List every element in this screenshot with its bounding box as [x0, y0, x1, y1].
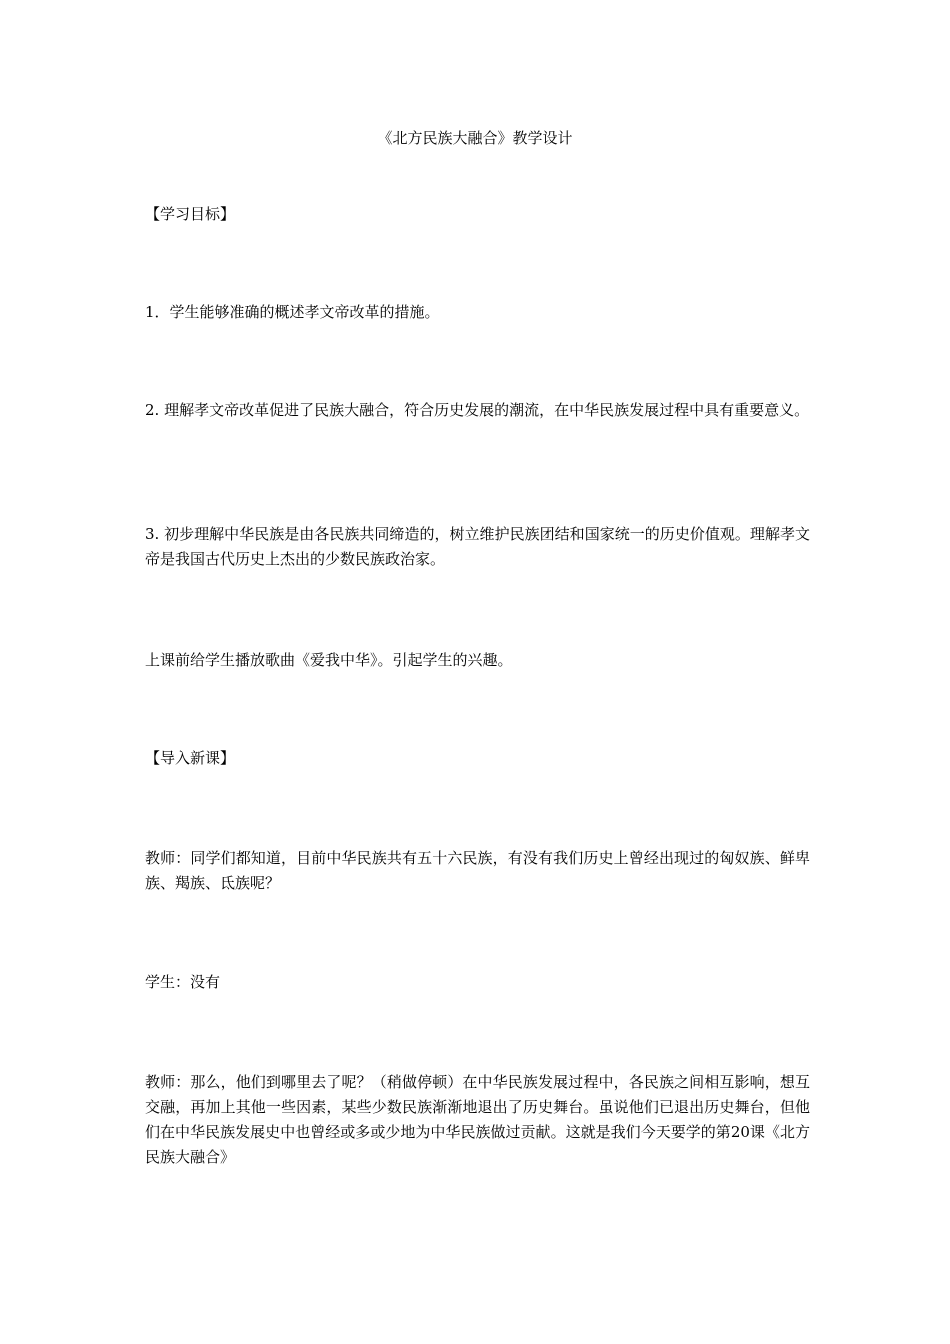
objective-item-1: 1．学生能够准确的概述孝文帝改革的措施。 — [145, 303, 440, 321]
objective-item-3: 3. 初步理解中华民族是由各民族共同缔造的，树立维护民族团结和国家统一的历史价值观。理解孝文帝是我国古代历史上杰出的少数民族政治家。 — [145, 525, 810, 568]
teacher-dialogue-2: 教师：那么，他们到哪里去了呢？（稍做停顿）在中华民族发展过程中，各民族之间相互影响，想互交融，再加上其他一些因素，某些少数民族渐渐地退出了历史舞台。虽说他们已退出历史舞台，但他们在中华民族发展史中也曾经或多或少地为中华民族做过贡献。这就是我们今天要学的第20课《北方民族大融合》 — [145, 1073, 810, 1166]
pre-class-note: 上课前给学生播放歌曲《爱我中华》。引起学生的兴趣。 — [145, 651, 513, 669]
section-heading-intro: 【导入新课】 — [145, 749, 236, 767]
teacher-dialogue-1: 教师：同学们都知道，目前中华民族共有五十六民族，有没有我们历史上曾经出现过的匈奴族、鲜卑族、羯族、氐族呢？ — [145, 849, 810, 892]
student-dialogue-1: 学生：没有 — [145, 973, 221, 991]
section-heading-objectives: 【学习目标】 — [145, 205, 236, 223]
document-title: 《北方民族大融合》教学设计 — [377, 129, 573, 147]
objective-item-2: 2. 理解孝文帝改革促进了民族大融合，符合历史发展的潮流，在中华民族发展过程中具有重要意义。 — [145, 401, 810, 419]
